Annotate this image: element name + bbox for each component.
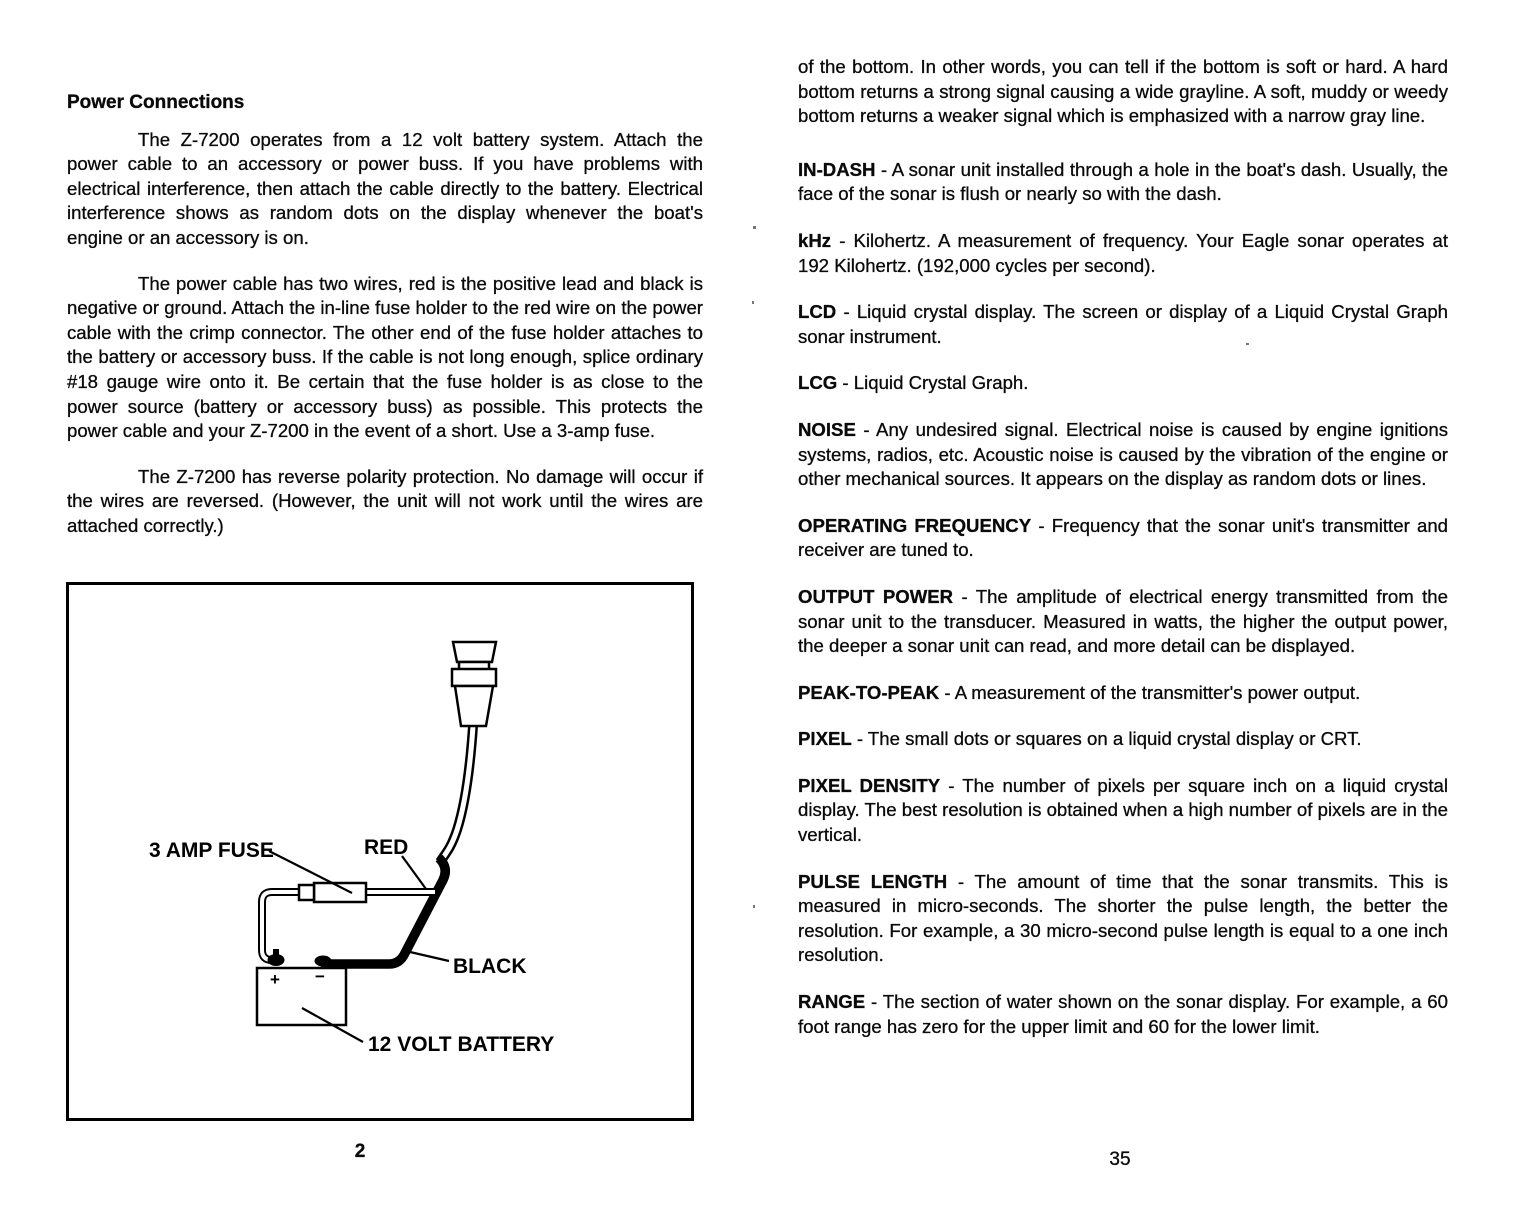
glossary-term: OUTPUT POWER <box>798 585 954 607</box>
battery-terminals <box>268 949 332 967</box>
right-page-column <box>798 55 1448 1039</box>
wiring-diagram-figure <box>66 582 694 1121</box>
fuse-label: 3 AMP FUSE <box>149 839 274 862</box>
page-number-right: 35 <box>1109 1149 1131 1170</box>
scan-speck <box>753 905 755 908</box>
glossary-entry <box>798 418 1448 492</box>
glossary-definition: - Any undesired signal. Electrical noise is caused by engine ignitions systems, radios, etc. Acoustic noise is caused by the vibration of the engine or other mechanical sources. It appears on the display as random dots or lines. <box>798 418 1448 490</box>
glossary-term: LCG <box>798 372 838 394</box>
glossary-entry <box>798 158 1448 207</box>
glossary-entry <box>798 727 1448 752</box>
scan-speck <box>753 226 756 229</box>
body-paragraph: The Z-7200 operates from a 12 volt battery system. Attach the power cable to an accessory or power buss. If you have problems with electrical interference, then attach the cable directly to the battery. Electrical interference shows as random dots on the display whenever the boat's engine or an accessory is on. <box>67 128 703 248</box>
glossary-term: IN-DASH <box>798 158 876 180</box>
glossary-definition: - Liquid crystal display. The screen or display of a Liquid Crystal Graph sonar instrument. <box>798 301 1449 347</box>
glossary-entry <box>798 774 1448 848</box>
glossary-entry <box>798 300 1448 349</box>
glossary-entry <box>798 229 1448 278</box>
black-label: BLACK <box>453 955 527 978</box>
glossary-term: kHz <box>798 229 832 251</box>
red-label: RED <box>364 836 409 859</box>
scan-speck <box>1246 343 1249 345</box>
glossary-definition: - The number of pixels per square inch on a liquid crystal display. The best resolution is obtained when a high number of pixels are in the vertical. <box>798 774 1448 846</box>
glossary-term: PEAK-TO-PEAK <box>798 681 940 703</box>
glossary-entry <box>798 870 1448 968</box>
glossary-term: RANGE <box>798 991 866 1013</box>
glossary-definition: - A measurement of the transmitter's power output. <box>944 681 1361 703</box>
glossary-term: OPERATING FREQUENCY <box>798 514 1032 536</box>
page-number-left: 2 <box>354 1141 366 1162</box>
wiring-diagram-svg <box>69 585 691 1118</box>
glossary-definition: - Liquid Crystal Graph. <box>842 372 1029 394</box>
glossary-entry <box>798 681 1448 706</box>
battery-minus-sign: − <box>315 967 325 986</box>
glossary-entry <box>798 990 1448 1039</box>
glossary-term: NOISE <box>798 418 856 440</box>
continued-paragraph: of the bottom. In other words, you can tell if the bottom is soft or hard. A hard bottom returns a strong signal causing a wide grayline. A soft, muddy or weedy bottom returns a weaker signal which is emphasized with a narrow gray line. <box>798 56 1448 127</box>
glossary-definition: - The small dots or squares on a liquid crystal display or CRT. <box>856 728 1362 750</box>
battery-plus-sign: + <box>270 970 280 989</box>
glossary-term: PULSE LENGTH <box>798 870 948 892</box>
glossary-definition: - The section of water shown on the sonar display. For example, a 60 foot range has zero for the upper limit and 60 for the lower limit. <box>798 991 1448 1037</box>
glossary-term: LCD <box>798 301 837 323</box>
body-paragraph: The Z-7200 has reverse polarity protection. No damage will occur if the wires are reversed. (However, the unit will not work until the wires are attached correctly.) <box>67 465 703 536</box>
glossary-definition: - Kilohertz. A measurement of frequency. Your Eagle sonar operates at 192 Kilohertz. (192,000 cycles per second). <box>798 229 1448 276</box>
black-wire <box>321 858 445 964</box>
fuse-holder <box>299 883 366 902</box>
glossary-entry <box>798 585 1448 659</box>
glossary-definition: - Frequency that the sonar unit's transmitter and receiver are tuned to. <box>798 514 1449 561</box>
glossary-entry <box>798 371 1448 396</box>
section-heading: Power Connections <box>67 92 245 113</box>
glossary-definition: - A sonar unit installed through a hole in the boat's dash. Usually, the face of the sonar is flush or nearly so with the dash. <box>798 158 1449 205</box>
body-paragraph: The power cable has two wires, red is the positive lead and black is negative or ground. Attach the in-line fuse holder to the red wire on the power cable with the crimp connector. The other end of the fuse holder attaches to the battery or accessory buss. If the cable is not long enough, splice ordinary #18 gauge wire onto it. Be certain that the fuse holder is as close to the power source (battery or accessory buss) as possible. This protects the power cable and your Z-7200 in the event of a short. Use a 3-amp fuse. <box>67 272 703 442</box>
glossary-term: PIXEL DENSITY <box>798 774 941 796</box>
power-connector-plug <box>452 642 496 726</box>
glossary-entry <box>798 514 1448 563</box>
left-page-column <box>67 91 703 539</box>
glossary-definition: - The amplitude of electrical energy transmitted from the sonar unit to the transducer. Measured in watts, the higher the output power, the deeper a sonar unit can read, and more detail can be displayed. <box>798 585 1448 657</box>
glossary-term: PIXEL <box>798 728 852 750</box>
power-cable <box>440 726 473 862</box>
battery-label: 12 VOLT BATTERY <box>368 1033 555 1056</box>
scan-speck <box>752 301 754 304</box>
glossary-definition: - The amount of time that the sonar transmits. This is measured in micro-seconds. The shorter the pulse length, the better the resolution. For example, a 30 micro-second pulse length is equal to a one inch resolution. <box>798 870 1449 966</box>
